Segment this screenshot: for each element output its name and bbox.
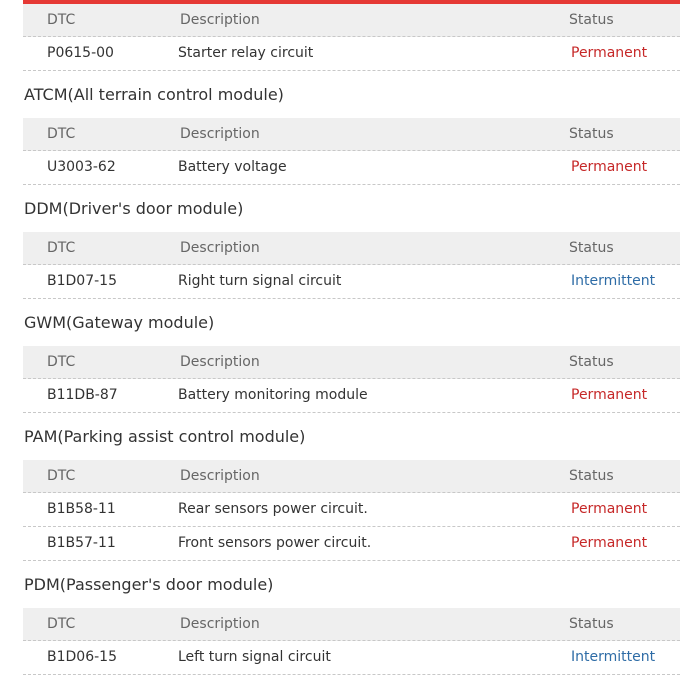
header-dtc: DTC <box>47 354 76 370</box>
header-description: Description <box>180 468 260 484</box>
header-dtc: DTC <box>47 12 76 28</box>
dtc-status: Permanent <box>571 159 648 175</box>
header-dtc: DTC <box>47 240 76 256</box>
table-header <box>23 608 680 641</box>
module-title: ATCM(All terrain control module) <box>24 85 284 104</box>
header-status: Status <box>569 240 614 256</box>
table-row[interactable] <box>23 265 680 299</box>
dtc-code: B11DB-87 <box>47 387 118 403</box>
dtc-description: Starter relay circuit <box>178 45 314 61</box>
module-title: PAM(Parking assist control module) <box>24 427 306 446</box>
dtc-table <box>23 346 680 413</box>
dtc-description: Front sensors power circuit. <box>178 535 372 551</box>
dtc-code: U3003-62 <box>47 159 116 175</box>
dtc-table <box>23 118 680 185</box>
header-dtc: DTC <box>47 126 76 142</box>
dtc-report <box>23 4 680 675</box>
dtc-code: B1B58-11 <box>47 501 116 517</box>
header-description: Description <box>180 240 260 256</box>
header-description: Description <box>180 12 260 28</box>
dtc-status: Intermittent <box>571 649 656 665</box>
dtc-table <box>23 4 680 71</box>
dtc-code: P0615-00 <box>47 45 114 61</box>
table-header <box>23 232 680 265</box>
module-title: GWM(Gateway module) <box>24 313 215 332</box>
dtc-table <box>23 460 680 561</box>
header-dtc: DTC <box>47 616 76 632</box>
dtc-description: Rear sensors power circuit. <box>178 501 368 517</box>
table-row[interactable] <box>23 527 680 561</box>
table-row[interactable] <box>23 151 680 185</box>
table-header <box>23 346 680 379</box>
module-title: PDM(Passenger's door module) <box>24 575 274 594</box>
table-row[interactable] <box>23 641 680 675</box>
dtc-status: Intermittent <box>571 273 656 289</box>
header-description: Description <box>180 616 260 632</box>
header-status: Status <box>569 616 614 632</box>
table-header <box>23 4 680 37</box>
dtc-table <box>23 232 680 299</box>
table-header <box>23 460 680 493</box>
dtc-code: B1D07-15 <box>47 273 117 289</box>
header-status: Status <box>569 126 614 142</box>
header-dtc: DTC <box>47 468 76 484</box>
dtc-description: Battery monitoring module <box>178 387 368 403</box>
dtc-status: Permanent <box>571 45 648 61</box>
dtc-description: Battery voltage <box>178 159 287 175</box>
dtc-table <box>23 608 680 675</box>
table-row[interactable] <box>23 379 680 413</box>
dtc-status: Permanent <box>571 535 648 551</box>
header-description: Description <box>180 126 260 142</box>
dtc-description: Right turn signal circuit <box>178 273 342 289</box>
dtc-status: Permanent <box>571 501 648 517</box>
dtc-code: B1D06-15 <box>47 649 117 665</box>
table-header <box>23 118 680 151</box>
table-row[interactable] <box>23 37 680 71</box>
dtc-status: Permanent <box>571 387 648 403</box>
header-status: Status <box>569 12 614 28</box>
header-status: Status <box>569 468 614 484</box>
table-row[interactable] <box>23 493 680 527</box>
header-description: Description <box>180 354 260 370</box>
module-title: DDM(Driver's door module) <box>24 199 244 218</box>
header-status: Status <box>569 354 614 370</box>
dtc-description: Left turn signal circuit <box>178 649 331 665</box>
dtc-code: B1B57-11 <box>47 535 116 551</box>
